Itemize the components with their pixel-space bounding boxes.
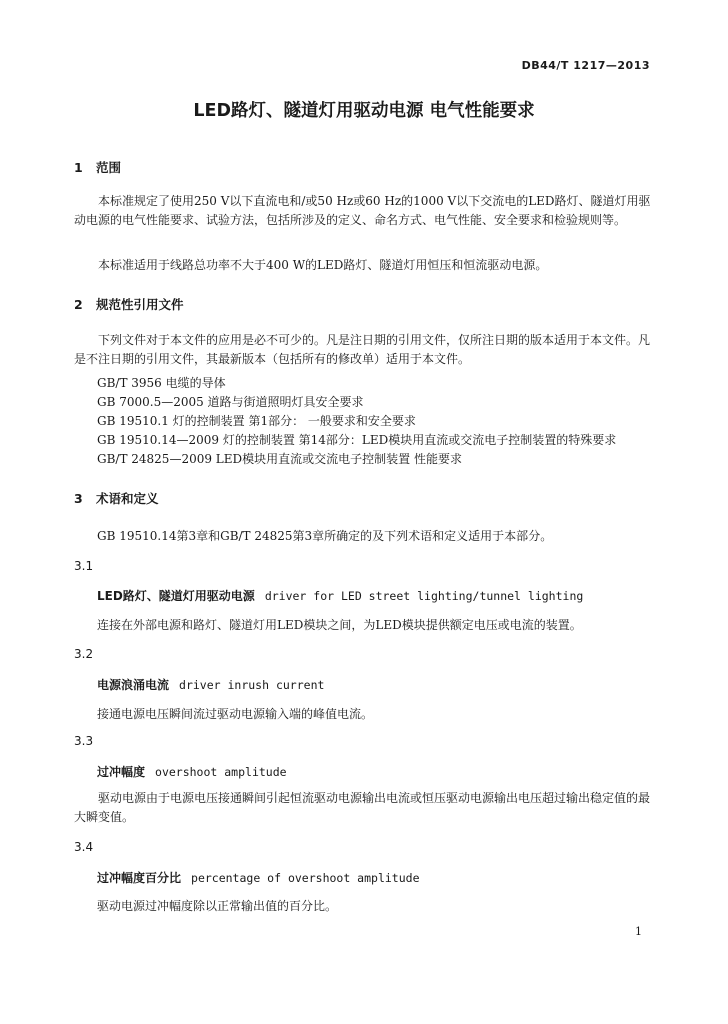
term-number: 3.3 — [74, 734, 94, 748]
term-zh: 过冲幅度百分比 — [97, 871, 182, 885]
section-heading-normative-references — [74, 295, 184, 313]
reference-item: GB 19510.1 灯的控制装置 第1部分： 一般要求和安全要求 — [97, 414, 416, 428]
term-en: overshoot amplitude — [155, 765, 287, 779]
page-number: 1 — [635, 925, 642, 938]
term-entry — [97, 869, 420, 886]
section-number: 2 — [74, 297, 83, 312]
term-definition: 驱动电源由于电源电压接通瞬间引起恒流驱动电源输出电流或恒压驱动电源输出电压超过输出稳定值的最大瞬变值。 — [74, 791, 651, 824]
references-intro: 下列文件对于本文件的应用是必不可少的。凡是注日期的引用文件，仅所注日期的版本适用于本文件。凡是不注日期的引用文件，其最新版本（包括所有的修改单）适用于本文件。 — [74, 333, 651, 366]
scope-paragraph-1: 本标准规定了使用250 V以下直流电和/或50 Hz或60 Hz的1000 V以下交流电的LED路灯、隧道灯用驱动电源的电气性能要求、试验方法，包括所涉及的定义、命名方式、电气性能、安全要求和检验规则等。 — [74, 194, 651, 227]
document-code: DB44/T 1217—2013 — [521, 59, 650, 72]
section-heading-scope — [74, 158, 121, 176]
section-heading-terms-definitions — [74, 489, 159, 507]
terms-intro: GB 19510.14第3章和GB/T 24825第3章所确定的及下列术语和定义适用于本部分。 — [97, 529, 553, 543]
term-en: driver for LED street lighting/tunnel lighting — [264, 589, 584, 603]
term-definition: 接通电源电压瞬间流过驱动电源输入端的峰值电流。 — [97, 707, 374, 721]
term-entry — [97, 763, 287, 780]
reference-item: GB 19510.14—2009 灯的控制装置 第14部分：LED模块用直流或交流电子控制装置的特殊要求 — [97, 433, 617, 447]
section-title: 术语和定义 — [96, 491, 159, 506]
reference-item: GB/T 3956 电缆的导体 — [97, 376, 226, 390]
term-entry — [97, 676, 324, 693]
term-number: 3.2 — [74, 647, 94, 661]
term-number: 3.4 — [74, 840, 94, 854]
term-zh: 过冲幅度 — [97, 765, 146, 779]
scope-paragraph-2: 本标准适用于线路总功率不大于400 W的LED路灯、隧道灯用恒压和恒流驱动电源。 — [98, 258, 548, 272]
term-definition: 连接在外部电源和路灯、隧道灯用LED模块之间，为LED模块提供额定电压或电流的装置。 — [97, 618, 582, 632]
term-en: driver inrush current — [179, 678, 325, 692]
term-zh: LED路灯、隧道灯用驱动电源 — [97, 589, 255, 603]
section-title: 规范性引用文件 — [96, 297, 184, 312]
section-number: 3 — [74, 491, 83, 506]
term-zh: 电源浪涌电流 — [97, 678, 170, 692]
term-en: percentage of overshoot amplitude — [191, 871, 420, 885]
section-number: 1 — [74, 160, 83, 175]
term-number: 3.1 — [74, 559, 94, 573]
term-entry — [97, 587, 583, 604]
section-title: 范围 — [96, 160, 122, 175]
page-title: LED路灯、隧道灯用驱动电源 电气性能要求 — [193, 101, 535, 121]
reference-item: GB 7000.5—2005 道路与街道照明灯具安全要求 — [97, 395, 364, 409]
term-definition: 驱动电源过冲幅度除以正常输出值的百分比。 — [97, 899, 338, 913]
reference-item: GB/T 24825—2009 LED模块用直流或交流电子控制装置 性能要求 — [97, 452, 462, 466]
